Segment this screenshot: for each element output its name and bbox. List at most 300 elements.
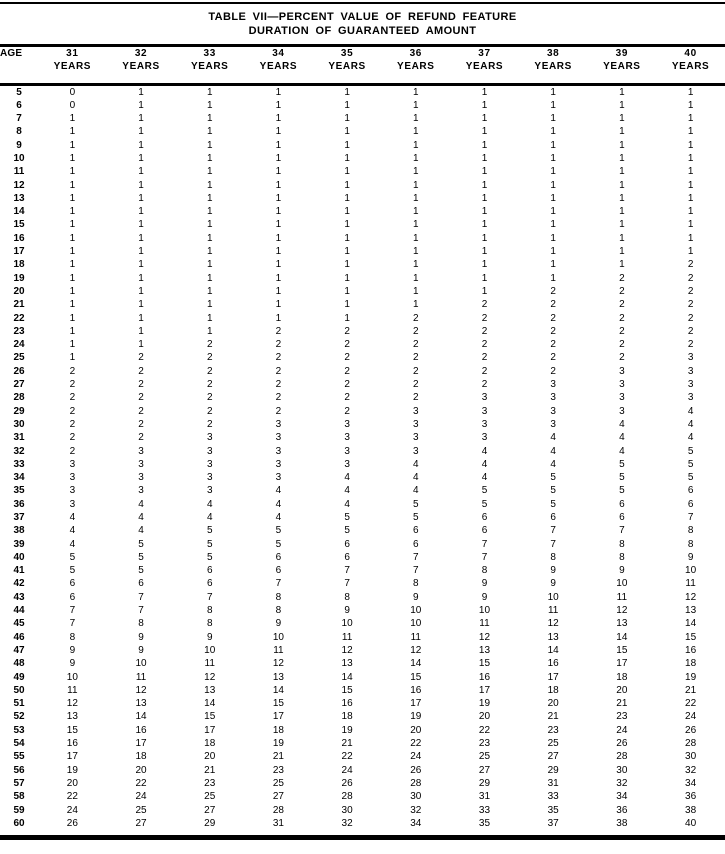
cell-value: 5	[413, 512, 419, 523]
cell-value: 1	[344, 299, 350, 311]
cell-value: 23	[547, 724, 559, 736]
table-row	[0, 285, 725, 298]
cell-value: 1	[275, 259, 282, 271]
cell-value: 16	[410, 684, 422, 696]
cell-value: 16	[478, 671, 491, 683]
cell-value: 1	[481, 152, 488, 164]
cell-value: 5	[275, 538, 282, 550]
cell-value: 1	[687, 179, 694, 191]
cell-value: 4	[413, 472, 419, 484]
cell-value: 13	[478, 644, 491, 656]
cell-age: 48	[13, 658, 25, 670]
cell-value: 16	[685, 644, 697, 656]
cell-value: 1	[413, 272, 419, 284]
col-header-unit: YEARS	[122, 61, 160, 72]
cell-value: 18	[616, 671, 628, 683]
cell-value: 3	[413, 418, 419, 430]
cell-value: 1	[69, 272, 76, 284]
cell-value: 1	[619, 139, 625, 151]
cell-value: 5	[619, 472, 625, 484]
cell-value: 3	[687, 379, 694, 391]
cell-value: 27	[478, 764, 491, 776]
cell-value: 4	[344, 485, 350, 497]
table-row	[0, 458, 725, 471]
cell-value: 35	[478, 817, 491, 829]
cell-value: 7	[138, 591, 144, 603]
cell-value: 1	[550, 139, 556, 151]
cell-value: 13	[204, 684, 216, 696]
cell-value: 24	[66, 804, 78, 816]
cell-value: 3	[206, 472, 213, 484]
cell-value: 1	[69, 152, 76, 164]
cell-value: 1	[344, 206, 350, 218]
cell-value: 2	[344, 325, 350, 337]
cell-value: 10	[410, 618, 422, 630]
cell-value: 1	[275, 113, 282, 125]
cell-value: 1	[138, 126, 144, 138]
cell-value: 6	[138, 578, 144, 590]
cell-value: 4	[69, 538, 76, 550]
cell-value: 1	[619, 99, 625, 111]
cell-value: 7	[344, 578, 350, 590]
cell-value: 1	[413, 113, 419, 125]
cell-value: 2	[481, 365, 488, 377]
cell-value: 1	[481, 113, 488, 125]
cell-value: 2	[275, 339, 282, 351]
cell-value: 26	[341, 777, 353, 789]
cell-value: 20	[616, 684, 628, 696]
cell-value: 1	[344, 285, 350, 297]
cell-value: 1	[138, 206, 144, 218]
cell-value: 37	[547, 817, 559, 829]
cell-value: 3	[138, 458, 144, 470]
cell-value: 2	[69, 365, 76, 377]
cell-value: 19	[410, 711, 422, 723]
cell-value: 2	[138, 392, 144, 404]
cell-value: 3	[69, 498, 76, 510]
cell-value: 1	[206, 126, 213, 138]
cell-value: 1	[69, 299, 76, 311]
cell-value: 12	[135, 684, 147, 696]
cell-value: 1	[138, 152, 144, 164]
cell-value: 28	[341, 791, 353, 803]
cell-value: 1	[550, 166, 556, 178]
cell-value: 19	[341, 724, 353, 736]
cell-value: 1	[481, 139, 488, 151]
cell-value: 1	[619, 246, 625, 258]
cell-value: 6	[687, 498, 694, 510]
cell-value: 1	[413, 259, 419, 271]
cell-value: 11	[204, 658, 215, 670]
cell-value: 24	[685, 711, 697, 723]
cell-age: 45	[13, 618, 25, 630]
cell-value: 3	[550, 405, 556, 417]
cell-value: 17	[66, 751, 78, 763]
cell-value: 2	[344, 365, 350, 377]
cell-value: 1	[69, 232, 76, 244]
cell-value: 1	[206, 139, 213, 151]
cell-value: 9	[687, 551, 694, 563]
cell-value: 4	[275, 512, 282, 523]
cell-value: 15	[685, 631, 697, 643]
cell-value: 1	[687, 152, 694, 164]
cell-value: 28	[616, 751, 628, 763]
cell-value: 10	[204, 644, 216, 656]
cell-value: 2	[206, 365, 213, 377]
cell-value: 36	[616, 804, 628, 816]
table-row	[0, 484, 725, 497]
cell-age: 16	[13, 232, 25, 244]
table-row	[0, 790, 725, 803]
cell-value: 1	[344, 259, 350, 271]
cell-age: 60	[13, 817, 25, 829]
cell-value: 1	[275, 246, 282, 258]
cell-value: 4	[687, 432, 694, 444]
cell-value: 1	[687, 232, 694, 244]
cell-value: 1	[481, 86, 488, 98]
cell-value: 5	[550, 498, 556, 510]
cell-value: 4	[275, 498, 282, 510]
table-row	[0, 817, 725, 830]
cell-value: 38	[685, 804, 697, 816]
cell-value: 4	[481, 458, 488, 470]
table-row	[0, 338, 725, 351]
cell-value: 1	[481, 232, 488, 244]
cell-value: 26	[66, 817, 78, 829]
cell-value: 3	[481, 432, 488, 444]
cell-value: 6	[550, 512, 556, 523]
cell-value: 8	[275, 591, 282, 603]
col-header-32-years	[107, 47, 176, 84]
cell-value: 1	[413, 192, 419, 204]
cell-value: 12	[204, 671, 216, 683]
cell-value: 3	[413, 445, 419, 457]
cell-value: 18	[547, 684, 559, 696]
cell-value: 5	[344, 512, 350, 523]
cell-value: 22	[135, 777, 147, 789]
cell-value: 28	[272, 804, 284, 816]
cell-value: 1	[550, 192, 556, 204]
cell-value: 3	[206, 485, 213, 497]
cell-value: 6	[275, 565, 282, 577]
cell-value: 3	[275, 418, 282, 430]
cell-value: 2	[481, 312, 488, 324]
cell-value: 4	[138, 525, 144, 537]
cell-value: 4	[550, 445, 556, 457]
cell-value: 4	[687, 405, 694, 417]
col-header-number: 34	[272, 48, 285, 59]
cell-value: 29	[478, 777, 491, 789]
cell-value: 21	[547, 711, 559, 723]
cell-value: 8	[550, 551, 556, 563]
cell-value: 1	[206, 86, 213, 98]
cell-value: 1	[69, 312, 76, 324]
cell-age: 53	[13, 724, 25, 736]
cell-value: 1	[413, 99, 419, 111]
cell-value: 5	[550, 472, 556, 484]
cell-age: 26	[13, 365, 25, 377]
col-header-number: 31	[66, 48, 79, 59]
cell-value: 28	[410, 777, 422, 789]
col-header-unit: YEARS	[534, 61, 572, 72]
cell-value: 11	[341, 631, 353, 643]
cell-age: 40	[13, 551, 25, 563]
cell-value: 1	[481, 246, 488, 258]
cell-value: 19	[272, 738, 284, 750]
cell-age: 39	[13, 538, 25, 550]
cell-value: 18	[135, 751, 147, 763]
cell-value: 4	[206, 512, 213, 523]
cell-value: 1	[275, 86, 282, 98]
cell-value: 30	[616, 764, 628, 776]
cell-value: 1	[275, 272, 282, 284]
cell-value: 6	[619, 512, 625, 523]
cell-value: 24	[341, 764, 353, 776]
cell-value: 1	[413, 299, 419, 311]
cell-value: 23	[616, 711, 628, 723]
cell-value: 17	[547, 671, 559, 683]
cell-age: 38	[13, 525, 25, 537]
cell-value: 2	[344, 379, 350, 391]
cell-value: 5	[138, 565, 144, 577]
cell-value: 1	[69, 339, 76, 351]
cell-value: 2	[619, 339, 625, 351]
cell-value: 2	[687, 312, 694, 324]
cell-value: 20	[547, 698, 559, 710]
cell-value: 1	[413, 179, 419, 191]
cell-value: 35	[547, 804, 559, 816]
cell-value: 9	[481, 578, 488, 590]
cell-age: 28	[13, 392, 25, 404]
cell-value: 1	[413, 206, 419, 218]
col-header-35-years	[313, 47, 382, 84]
cell-value: 2	[619, 272, 625, 284]
cell-value: 17	[478, 684, 491, 696]
cell-value: 9	[413, 591, 419, 603]
cell-value: 4	[413, 458, 419, 470]
cell-value: 36	[685, 791, 697, 803]
cell-value: 2	[206, 339, 213, 351]
col-header-unit: YEARS	[465, 61, 504, 72]
cell-value: 5	[275, 525, 282, 537]
cell-value: 4	[413, 485, 419, 497]
cell-value: 1	[481, 99, 488, 111]
cell-value: 24	[135, 791, 147, 803]
cell-value: 14	[685, 618, 697, 630]
cell-value: 31	[478, 791, 491, 803]
cell-value: 10	[410, 605, 422, 617]
cell-value: 33	[547, 791, 559, 803]
cell-value: 1	[275, 139, 282, 151]
cell-value: 9	[138, 644, 144, 656]
cell-value: 2	[687, 285, 694, 297]
cell-value: 1	[206, 179, 213, 191]
cell-value: 1	[206, 285, 213, 297]
cell-value: 1	[550, 272, 556, 284]
cell-value: 3	[344, 418, 350, 430]
cell-value: 21	[204, 764, 216, 776]
table-row	[0, 697, 725, 710]
table-row	[0, 445, 725, 458]
cell-value: 21	[341, 738, 353, 750]
cell-value: 2	[619, 299, 625, 311]
cell-value: 2	[275, 352, 282, 364]
cell-value: 6	[619, 498, 625, 510]
cell-value: 1	[69, 192, 76, 204]
cell-value: 10	[616, 578, 628, 590]
cell-value: 1	[687, 139, 694, 151]
table-row	[0, 564, 725, 577]
table-row	[0, 737, 725, 750]
cell-value: 2	[138, 432, 144, 444]
cell-value: 10	[685, 565, 697, 577]
cell-value: 22	[341, 751, 353, 763]
cell-value: 3	[550, 392, 556, 404]
col-header-34-years	[244, 47, 313, 84]
cell-value: 1	[275, 299, 282, 311]
cell-value: 8	[206, 605, 213, 617]
cell-value: 1	[687, 219, 694, 231]
cell-value: 1	[550, 259, 556, 271]
cell-value: 1	[550, 113, 556, 125]
cell-value: 1	[275, 99, 282, 111]
cell-age: 13	[13, 192, 25, 204]
cell-value: 3	[69, 485, 76, 497]
cell-value: 2	[413, 352, 419, 364]
cell-value: 1	[206, 272, 213, 284]
cell-value: 1	[138, 285, 144, 297]
cell-value: 25	[204, 791, 216, 803]
cell-value: 11	[616, 591, 628, 603]
cell-age: 5	[16, 86, 22, 98]
cell-value: 1	[550, 206, 556, 218]
col-header-number: 36	[409, 48, 422, 59]
cell-value: 1	[275, 219, 282, 231]
col-header-38-years	[519, 47, 588, 84]
cell-age: 10	[13, 152, 25, 164]
cell-value: 24	[616, 724, 628, 736]
cell-value: 25	[272, 777, 284, 789]
cell-value: 14	[547, 644, 559, 656]
cell-value: 1	[69, 246, 76, 258]
cell-value: 14	[616, 631, 628, 643]
col-header-number: 38	[546, 48, 560, 59]
cell-value: 1	[138, 232, 144, 244]
cell-value: 27	[135, 817, 147, 829]
cell-value: 9	[619, 565, 625, 577]
table-row	[0, 218, 725, 231]
cell-value: 32	[685, 764, 697, 776]
cell-value: 2	[550, 339, 556, 351]
cell-value: 5	[206, 525, 213, 537]
cell-value: 3	[138, 472, 144, 484]
cell-value: 7	[481, 538, 488, 550]
cell-value: 27	[204, 804, 216, 816]
cell-value: 2	[138, 405, 144, 417]
header-row	[0, 47, 725, 84]
cell-value: 2	[687, 325, 694, 337]
cell-value: 3	[687, 392, 694, 404]
cell-value: 14	[135, 711, 147, 723]
cell-value: 8	[619, 551, 625, 563]
cell-age: 59	[13, 804, 25, 816]
cell-value: 14	[204, 698, 216, 710]
cell-value: 2	[413, 392, 419, 404]
cell-value: 25	[547, 738, 559, 750]
cell-value: 11	[273, 644, 284, 656]
table-row	[0, 631, 725, 644]
cell-age: 30	[13, 418, 25, 430]
cell-value: 13	[616, 618, 628, 630]
cell-value: 1	[138, 339, 144, 351]
table-row	[0, 391, 725, 404]
cell-value: 1	[481, 126, 488, 138]
table-row	[0, 405, 725, 418]
cell-value: 7	[69, 618, 76, 630]
cell-value: 5	[687, 445, 694, 457]
cell-value: 11	[479, 618, 490, 630]
cell-age: 37	[13, 512, 25, 523]
table-row	[0, 764, 725, 777]
cell-value: 3	[481, 392, 488, 404]
cell-value: 8	[619, 538, 625, 550]
col-header-unit: YEARS	[603, 61, 641, 72]
cell-value: 4	[619, 418, 625, 430]
cell-value: 27	[547, 751, 559, 763]
cell-value: 2	[206, 418, 213, 430]
cell-value: 1	[69, 179, 76, 191]
cell-value: 23	[478, 738, 491, 750]
cell-value: 0	[69, 99, 76, 111]
cell-value: 2	[138, 379, 144, 391]
cell-value: 12	[410, 644, 422, 656]
col-header-number: 33	[203, 48, 216, 59]
table-row	[0, 804, 725, 817]
cell-value: 1	[413, 126, 419, 138]
cell-value: 1	[413, 285, 419, 297]
cell-value: 7	[550, 538, 556, 550]
cell-value: 1	[138, 113, 144, 125]
cell-value: 8	[344, 591, 350, 603]
cell-value: 2	[344, 339, 350, 351]
cell-value: 3	[344, 432, 350, 444]
cell-value: 8	[413, 578, 419, 590]
cell-age: 24	[13, 339, 25, 351]
cell-age: 41	[13, 565, 25, 577]
table-row	[0, 617, 725, 630]
cell-value: 1	[206, 99, 213, 111]
cell-value: 1	[275, 192, 282, 204]
cell-value: 9	[481, 591, 488, 603]
cell-age: 46	[13, 631, 25, 643]
cell-value: 2	[69, 392, 76, 404]
cell-value: 3	[206, 432, 213, 444]
cell-value: 1	[138, 86, 144, 98]
col-header-number: 35	[340, 48, 354, 59]
cell-value: 30	[685, 751, 697, 763]
cell-value: 7	[275, 578, 282, 590]
cell-value: 2	[69, 432, 76, 444]
cell-value: 26	[685, 724, 697, 736]
col-header-unit: YEARS	[671, 61, 710, 72]
cell-value: 7	[206, 591, 213, 603]
cell-value: 6	[413, 525, 419, 537]
table-row	[0, 657, 725, 670]
cell-value: 1	[413, 166, 419, 178]
cell-value: 15	[410, 671, 422, 683]
cell-value: 1	[619, 86, 625, 98]
cell-value: 1	[206, 219, 213, 231]
